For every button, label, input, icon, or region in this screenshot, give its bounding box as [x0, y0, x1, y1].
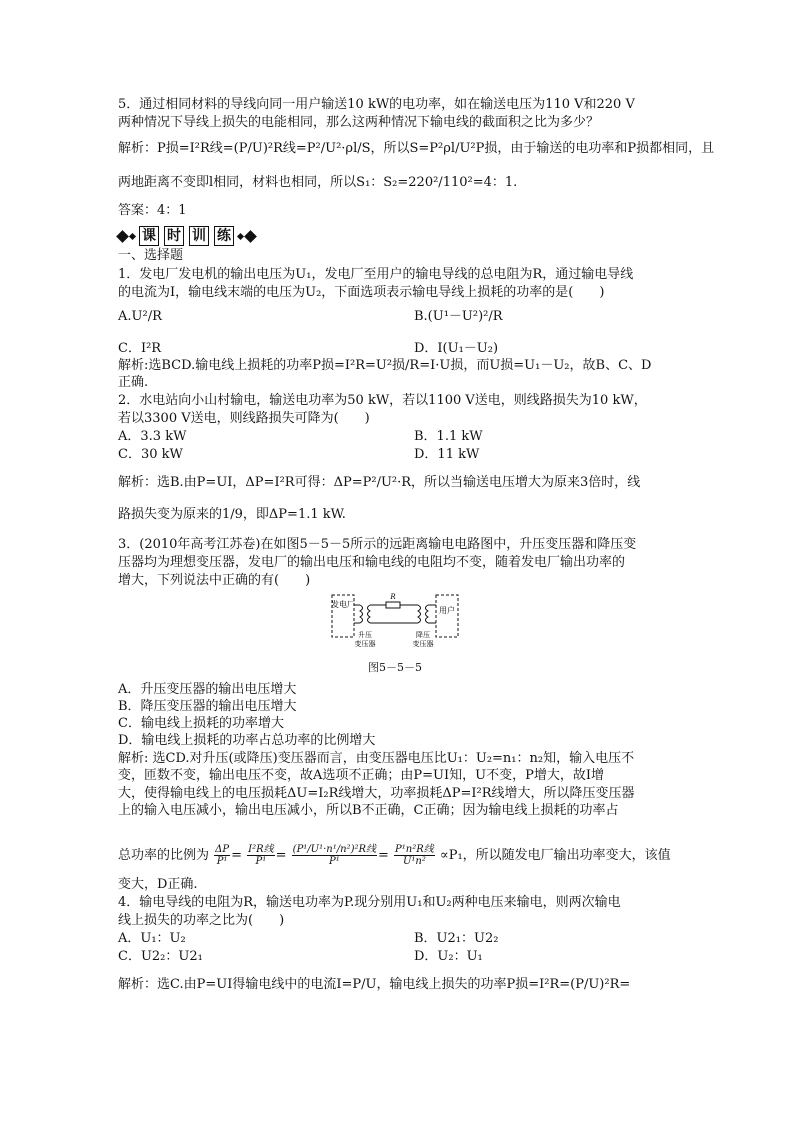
q2-analysis-line-2: 路损失变为原来的1/9，即ΔP=1.1 kW.	[118, 507, 346, 522]
ratio-fraction: $\frac{\text{P¹n²R线}}{\text{U¹n²}}$	[395, 844, 434, 867]
q3-analysis-line-4: 上的输入电压减小，输出电压减小，所以B不正确，C正确；因为输电线上损耗的功率占	[118, 803, 619, 818]
q3-option-b: B．降压变压器的输出电压增大	[118, 699, 297, 714]
q2-option-b: B．1.1 kW	[414, 429, 483, 444]
q4-option-d: D．U₂：U₁	[414, 949, 483, 964]
q2-line-1: 2．水电站向小山村输电，输送电功率为50 kW，若以1100 V送电，则线路损失为10 kW，	[118, 393, 647, 408]
q5-analysis-line-1: 解析：P损=I²R线=(P/U)²R线=P²/U²·ρl/S，所以S=P²ρl/U²P损，由于输送的电功率和P损都相同，且	[118, 141, 715, 156]
q4-option-c: C．U2₂：U2₁	[118, 949, 203, 964]
circuit-diagram	[330, 593, 462, 653]
q1-option-c: C．I²R	[118, 341, 162, 356]
q3-option-d: D．输电线上损耗的功率占总功率的比例增大	[118, 733, 376, 748]
step-down-label: 降压	[416, 631, 430, 639]
step-down-label: 变压器	[412, 640, 434, 648]
q2-analysis-line-1: 解析：选B.由P=UI，ΔP=I²R可得：ΔP=P²/U²·R，所以当输送电压增大为原来3倍时，线	[118, 475, 641, 490]
q3-analysis-line-5-end: ∝P₁，所以随发电厂输出功率变大，该值	[439, 848, 671, 863]
q1-analysis-line-2: 正确.	[118, 375, 149, 390]
q3-option-a: A．升压变压器的输出电压增大	[118, 682, 297, 697]
q3-analysis-line-1: 解析: 选CD.对升压(或降压)变压器而言，由变压器电压比U₁：U₂=n₁：n₂知，输入电压不	[118, 751, 635, 766]
ratio-fraction: $\frac{\Delta P}{\text{P¹}}$	[215, 844, 230, 867]
diamond-icon	[129, 232, 136, 239]
banner-char: 课	[139, 226, 159, 246]
q3-line-3: 增大，下列说法中正确的有( )	[118, 573, 311, 588]
ratio-fraction: $\frac{\text{I²R线}}{\text{P¹}}$	[248, 844, 274, 867]
q2-option-d: D．11 kW	[414, 447, 480, 462]
q4-line-2: 线上损失的功率之比为( )	[118, 913, 285, 928]
q1-analysis-line-1: 解析:选BCD.输电线上损耗的功率P损=I²R=U²损/R=I·U损，而U损=U₁－U₂，故B、C、D	[118, 358, 652, 373]
banner-char: 时	[164, 226, 184, 246]
q1-option-a: A.U²/R	[118, 309, 162, 324]
q3-line-1: 3．(2010年高考江苏卷)在如图5－5－5所示的远距离输电电路图中，升压变压器和降压变	[118, 537, 637, 552]
q2-line-2: 若以3300 V送电，则线路损失可降为( )	[118, 411, 370, 426]
q5-answer: 答案：4：1	[118, 203, 187, 218]
step-down-transformer-icon	[418, 605, 428, 623]
ratio-fraction: $\frac{\text{(P¹/U¹·n¹/n²)²R线}}{\text{P¹}}$	[292, 844, 377, 867]
resistor-label: R	[390, 593, 396, 601]
section-banner	[118, 226, 255, 246]
diamond-icon	[116, 230, 129, 243]
step-up-label: 变压器	[354, 640, 376, 648]
q2-option-c: C．30 kW	[118, 447, 183, 462]
diamond-icon	[244, 230, 257, 243]
banner-char: 训	[189, 226, 209, 246]
step-up-transformer-icon	[360, 605, 370, 623]
q3-analysis-line-6: 变大，D正确.	[118, 877, 198, 892]
user-label: 用户	[439, 606, 455, 615]
q2-option-a: A．3.3 kW	[118, 429, 187, 444]
resistor-icon	[386, 602, 400, 608]
q1-line-1: 1．发电厂发电机的输出电压为U₁，发电厂至用户的输电导线的总电阻为R，通过输电导线	[118, 267, 634, 282]
q1-line-2: 的电流为I，输电线末端的电压为U₂，下面选项表示输电导线上损耗的功率的是( )	[118, 285, 605, 300]
q3-line-2: 压器均为理想变压器，发电厂的输出电压和输电线的电阻均不变，随着发电厂输出功率的	[118, 555, 626, 570]
q3-analysis-line-3: 大，使得输电线上的电压损耗ΔU=I₂R线增大，功率损耗ΔP=I²R线增大，所以降压变压器	[118, 786, 635, 801]
q4-analysis-line-1: 解析：选C.由P=UI得输电线中的电流I=P/U，输电线上损失的功率P损=I²R=(P/U)²R=	[118, 977, 631, 992]
q5-question-line-2: 两种情况下导线上损失的电能相同，那么这两种情况下输电线的截面积之比为多少？	[118, 115, 600, 130]
q5-analysis-line-2: 两地距离不变即l相同，材料也相同，所以S₁：S₂=220²/110²=4：1.	[118, 175, 518, 190]
q4-option-a: A．U₁：U₂	[118, 931, 186, 946]
q5-question-line-1: 5．通过相同材料的导线向同一用户输送10 kW的电功率，如在输送电压为110 V和220 V	[118, 97, 635, 112]
q1-option-d: D．I(U₁－U₂)	[414, 341, 499, 356]
q3-analysis-line-2: 变，匝数不变，输出电压不变，故A选项不正确；由P=UI知，U不变，P增大，故I增	[118, 768, 604, 783]
q3-option-c: C．输电线上损耗的功率增大	[118, 716, 284, 731]
q3-analysis-line-5: 总功率的比例为 $\frac{\Delta P}{\text{P¹}}$ = $\frac{\text{I²R线}}{\text{P¹}}$ = $\frac{\text{(P¹/U¹·n¹/n²)²R线}}{\text{P¹}}$ = $\frac{\text{P¹n²R线}}{\text{U¹n²}}$ ∝P₁，所以随发电厂输出功率变大，该值	[118, 844, 671, 867]
q3-analysis-line-5-start: 总功率的比例为	[118, 848, 210, 863]
q1-option-b: B.(U¹－U²)²/R	[414, 309, 503, 324]
user-box	[436, 595, 458, 637]
section-heading: 一、选择题	[118, 248, 184, 263]
power-plant-label: 发电厂	[331, 600, 355, 609]
figure-caption: 图5－5－5	[368, 661, 422, 674]
banner-char: 练	[214, 226, 234, 246]
step-up-label: 升压	[358, 631, 372, 639]
q4-line-1: 4．输电导线的电阻为R，输送电功率为P.现分别用U₁和U₂两种电压来输电，则两次输电	[118, 895, 621, 910]
q4-option-b: B．U2₁：U2₂	[414, 931, 499, 946]
